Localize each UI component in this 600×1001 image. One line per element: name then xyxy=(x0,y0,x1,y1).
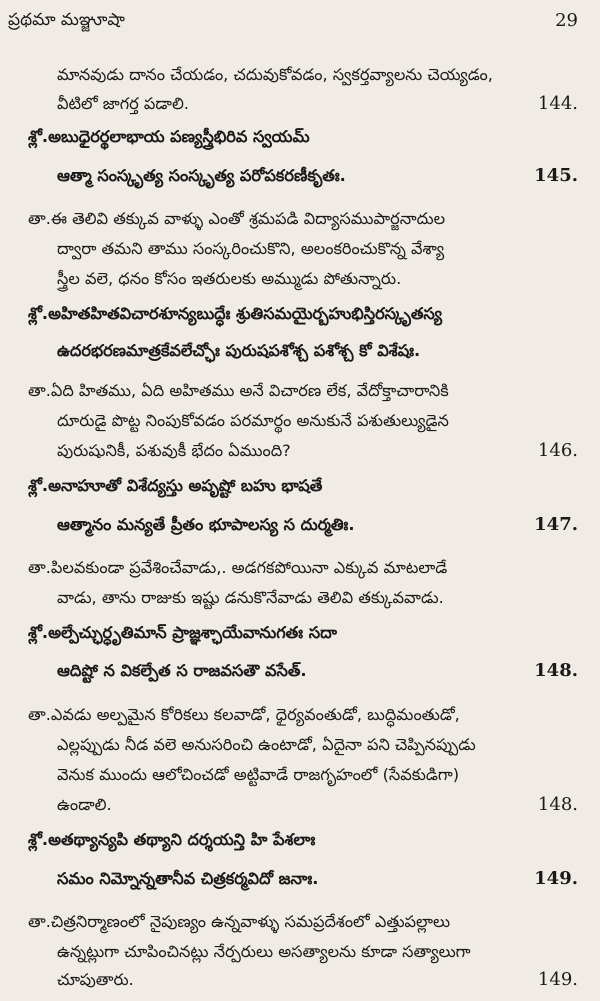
commentary-line: తా.ఈ తెలివి తక్కువ వాళ్ళు ఎంతో శ్రమపడి విద్యాసముపార్జనాదుల xyxy=(28,209,446,228)
sloka-line: శ్లో.అబుధైరర్థలాభాయ పణ్యస్త్రీభిరివ స్వయమ్ xyxy=(28,127,310,146)
sloka-line: ఆదిష్టో న వికల్పేత స రాజవసతౌ వసేత్. xyxy=(57,661,307,680)
sloka-line: శ్లో.అల్పేచ్ఛుర్ధృతిమాన్ ప్రాజ్ఞశ్ఛాయేవానుగతః సదా xyxy=(28,623,337,642)
commentary-line: ఉండాలి. xyxy=(57,795,112,814)
sloka-line: ఉదరభరణమాత్రకేవలేచ్ఛోః పురుషపశోశ్చ పశోశ్చ కో విశేషః. xyxy=(57,341,421,360)
commentary-line: ద్వారా తమని తాము సంస్కరించుకొని, అలంకరించుకొన్న వేశ్యా xyxy=(57,239,445,258)
commentary-line: ఎల్లప్పుడు నీడ వలె అనుసరించి ఉంటాడో, ఏదైనా పని చెప్పినప్పుడు xyxy=(57,735,476,754)
page-header xyxy=(8,10,578,36)
commentary-line: చూపుతారు. xyxy=(57,970,134,989)
sloka-line: ఆత్మానం మన్యతే ప్రీతం భూపాలస్య స దుర్మతిః. xyxy=(57,515,355,534)
sloka-line: సమం నిమ్నోన్నతానీవ చిత్రకర్మవిదో జనాః. xyxy=(57,869,319,888)
text-line: వీటిలో జాగర్త పడాలి. xyxy=(57,94,189,113)
commentary-line: వాడు, తాను రాజుకు ఇష్టు డనుకొనేవాడు తెలివి తక్కువవాడు. xyxy=(57,588,444,607)
sloka-line: శ్లో.అహితహితవిచారశూన్యబుద్ధేః శ్రుతిసమయైర్బహుభిస్తిరస్కృతస్య xyxy=(28,304,443,323)
running-title: ప్రథమా మఞ్జూషా xyxy=(8,10,125,30)
commentary-line: వెనుక ముందు ఆలోచించడో అట్టివాడే రాజగృహంలో (సేవకుడిగా) xyxy=(57,765,460,784)
verse-number: 149. xyxy=(534,868,578,889)
verse-number: 148. xyxy=(534,660,578,681)
commentary-line: స్త్రీల వలె, ధనం కోసం ఇతరులకు అమ్ముడు పోతున్నారు. xyxy=(57,269,402,288)
verse-number: 144. xyxy=(537,93,578,114)
commentary-line: తా.ఎవడు అల్పమైన కోరికలు కలవాడో, ధైర్యవంతుడో, బుద్ధిమంతుడో, xyxy=(28,705,460,724)
commentary-line: దూరుడై పొట్ట నింపుకోవడం పరమార్థం అనుకునే పశుతుల్యుడైన xyxy=(57,411,449,430)
page-number: 29 xyxy=(555,10,578,31)
commentary-line: తా.చిత్రనిర్మాణంలో నైపుణ్యం ఉన్నవాళ్ళు సమప్రదేశంలో ఎత్తుపల్లాలు xyxy=(28,912,451,931)
verse-number: 148. xyxy=(537,794,578,815)
sloka-line: శ్లో.అనాహూతో విశేద్యస్తు అపృష్టో బహు భాషతే xyxy=(28,476,323,495)
commentary-line: ఉన్నట్లుగా చూపించినట్లు నేర్పరులు అసత్యాలను కూడా సత్యాలుగా xyxy=(57,942,471,961)
verse-number: 149. xyxy=(537,969,578,990)
commentary-line: తా.పిలవకుండా ప్రవేశించేవాడు,. అడగకపోయినా ఎక్కువ మాటలాడే xyxy=(28,558,448,577)
sloka-line: ఆత్మా సంస్కృత్య సంస్కృత్య పరోపకరణీకృతః. xyxy=(57,166,346,185)
verse-number: 146. xyxy=(537,440,578,461)
verse-number: 147. xyxy=(534,514,578,535)
sloka-line: శ్లో.అతథ్యాన్యపి తథ్యాని దర్శయన్తి హి పేశలాః xyxy=(28,830,316,849)
commentary-line: తా.ఏది హితము, ఏది అహితము అనే విచారణ లేక, వేదోక్తాచారానికి xyxy=(28,381,449,400)
commentary-line: పురుషునికీ, పశువుకీ భేదం ఏముంది? xyxy=(57,441,291,460)
text-line: మానవుడు దానం చేయడం, చదువుకోవడం, స్వకర్తవ్యాలను చెయ్యడం, xyxy=(57,65,493,84)
verse-number: 145. xyxy=(534,165,578,186)
